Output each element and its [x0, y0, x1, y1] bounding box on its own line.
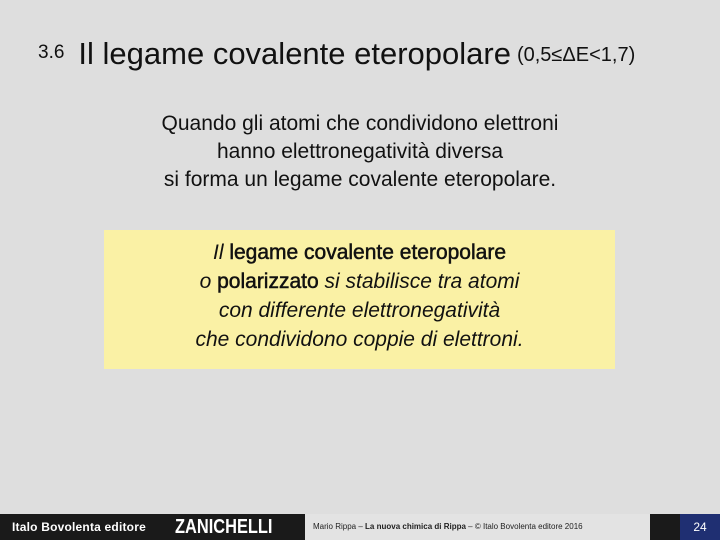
definition-term-alt: polarizzato: [217, 270, 319, 293]
definition-term: legame covalente eteropolare: [223, 241, 506, 264]
zanichelli-logo: ZANICHELLI: [175, 516, 273, 538]
page-number: 24: [680, 514, 720, 540]
definition-text: [104, 238, 615, 354]
definition-line: [104, 267, 615, 296]
definition-fragment: o: [199, 270, 218, 293]
credit-line: [305, 514, 650, 540]
definition-line: [104, 238, 615, 267]
definition-article: Il: [212, 241, 224, 264]
credit-rest: – © Italo Bovolenta editore 2016: [465, 522, 583, 531]
intro-line: hanno elettronegatività diversa: [216, 140, 504, 163]
definition-box: [104, 230, 615, 369]
definition-line: che condividono coppie di elettroni.: [195, 328, 524, 351]
intro-text: [110, 110, 610, 194]
intro-line: Quando gli atomi che condividono elettroni: [161, 112, 559, 135]
title-text: Il legame covalente eteropolare: [78, 36, 511, 71]
title-range: (0,5≤ΔE<1,7): [516, 44, 636, 66]
definition-line: con differente elettronegatività: [218, 299, 501, 322]
slide-title: [38, 36, 635, 72]
section-number: 3.6: [38, 42, 65, 63]
publisher-logo: Italo Bovolenta editore: [12, 520, 146, 534]
credit-book: La nuova chimica di Rippa: [365, 522, 466, 531]
definition-fragment: si stabilisce tra atomi: [318, 270, 520, 293]
intro-line: si forma un legame covalente eteropolare.: [163, 168, 557, 191]
footer-bar: [0, 514, 720, 540]
credit-author: Mario Rippa –: [313, 522, 366, 531]
